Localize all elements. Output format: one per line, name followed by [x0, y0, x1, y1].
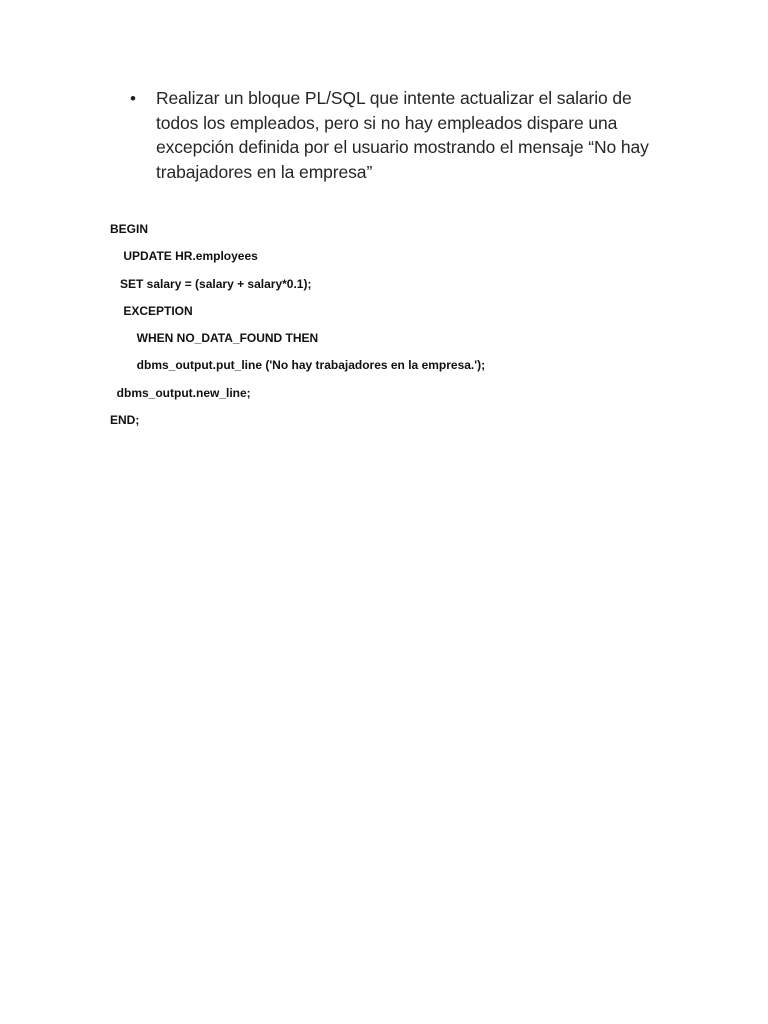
code-line-when: WHEN NO_DATA_FOUND THEN: [110, 331, 319, 346]
plsql-code-block: [110, 221, 485, 439]
code-line-update: UPDATE HR.employees: [110, 249, 258, 264]
code-line-new-line: dbms_output.new_line;: [110, 385, 251, 400]
code-line-put-line: dbms_output.put_line ('No hay trabajadores en la empresa.');: [110, 358, 486, 373]
code-line-set: SET salary = (salary + salary*0.1);: [110, 276, 312, 291]
code-line-begin: BEGIN: [110, 222, 149, 236]
code-line-end: END;: [110, 413, 140, 428]
bullet-icon: •: [130, 89, 136, 108]
code-line-exception: EXCEPTION: [110, 303, 193, 318]
task-description: Realizar un bloque PL/SQL que intente actualizar el salario de todos los empleados, pero si no hay empleados dispare una excepción definida por el usuario mostrando el mensaje “No hay trabajadores en la empresa”: [156, 88, 649, 182]
task-bullet-item: [130, 86, 650, 184]
